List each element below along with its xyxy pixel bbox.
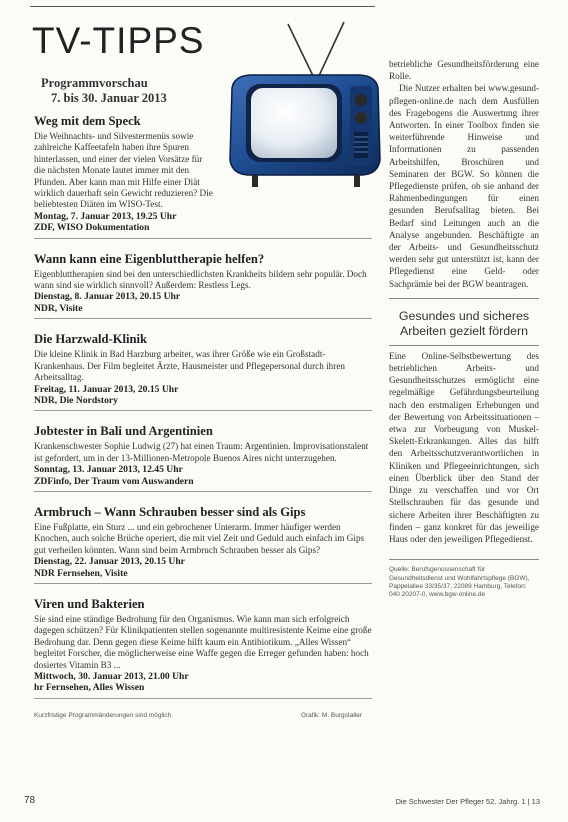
program-channel: NDR Fernsehen, Visite <box>34 567 128 579</box>
program-preview-subtitle <box>41 76 167 106</box>
program-date: Mittwoch, 30. Januar 2013, 21.00 Uhr <box>34 671 189 682</box>
program-entry <box>34 597 372 699</box>
page-title: TV-TIPPS <box>32 20 205 61</box>
infobox-body <box>389 345 539 545</box>
program-channel: hr Fernsehen, Alles Wissen <box>34 682 145 694</box>
box-rule <box>389 298 539 299</box>
program-description: Eine Fußplatte, ein Sturz ... und ein gebrochener Unterarm. Immer häufiger werden Knochen, auch solche Brüche operiert, die mit viel Zeit und Geduld auch einfach im Gips gut verheilen könnten. Wann sind beim Armbruch Schrauben besser als Gips? <box>34 521 365 555</box>
program-date: Sonntag, 13. Januar 2013, 12.45 Uhr <box>34 464 183 476</box>
program-title: Wann kann eine Eigenbluttherapie helfen? <box>34 251 265 266</box>
article-column <box>389 58 539 600</box>
program-footer <box>34 712 372 722</box>
program-title: Jobtester in Bali und Argentinien <box>34 424 213 439</box>
top-rule <box>30 6 375 7</box>
program-entry <box>34 332 372 411</box>
article-paragraph: Die Nutzer erhalten bei www.gesund-pflegen-online.de nach dem Ausfüllen des Fragebogens die Auswertung ihrer Antworten. In einer Toolbox finden sie weiterführende Hinweise und Informationen zu passenden Arbeitshilfen, Broschüren und Seminaren der BGW. So können die Pflegedienste prüfen, ob sie anhand der Rahmenbedingungen für einen gesunden Berufsalltag bieten. Bei Bedarf sind Leitungen auch an die Analyse angebunden. Beschäftigte an der Arbeits- und Gesundheitsschutz werden sehr gut unterstützt ist, kann der Pflegedienst eine Geld- oder Sachprämie bei der BGW beantragen. <box>389 83 539 289</box>
program-description: Eigenbluttherapien sind bei den unterschiedlichsten Krankheits bildern sehr populär. Doch wann sind sie wirklich sinnvoll? Außerdem: Restless Legs. <box>34 268 367 291</box>
program-entry <box>34 505 372 584</box>
program-channel: NDR, Die Nordstory <box>34 394 118 406</box>
article-paragraph: betriebliche Gesundheitsförderung eine Rolle. <box>389 59 539 82</box>
infobox-title: Gesundes und sicheres Arbeiten gezielt fördern <box>398 308 530 338</box>
program-description: Sie sind eine ständige Bedrohung für den Organismus. Wie kann man sich erfolgreich dagegen schützen? Für Klinikpatienten stellen sogenannte multiresistente Keime eine große Bedrohung dar. Denn gegen diese Keime hilft kaum ein Antibiotikum. „Alles Wissen“ begleitet Forscher, die möglicherweise eine Waffe gegen die Erreger gefunden haben: hoch dosiertes Vitamin B3 ... <box>34 613 372 670</box>
program-entry <box>34 424 372 492</box>
infobox-text: Eine Online-Selbstbewertung des betrieblichen Arbeits- und Gesundheitsschutzes ermöglicht eine regelmäßige Gefährdungsbeurteilung nach den erstmaligen Erhebungen und der Bewertung von Arbeitssituationen – etwa zur Vorbeugung von Muskel-Skelett-Erkrankungen. Alles das hilft den Arbeitsschutzverantwortlichen in Kliniken und Pflegeeinrichtungen, sich einen Überblick über den Stand der Dinge zu verschaffen und vor Ort Stellschrauben für das gesunde und sichere Arbeiten ihrer Beschäftigten zu finden – ganz konkret für das jeweilige Haus oder den jeweiligen Pflegedienst. <box>389 350 539 544</box>
program-title: Viren und Bakterien <box>34 596 145 611</box>
graphic-credit: Grafik: M. Burgstaller <box>300 711 362 719</box>
program-title: Die Harzwald-Klinik <box>34 332 147 347</box>
program-channel: ZDFinfo, Der Traum vom Auswandern <box>34 475 194 487</box>
program-date: Dienstag, 22. Januar 2013, 20.15 Uhr <box>34 556 185 568</box>
program-description: Krankenschwester Sophie Ludwig (27) hat einen Traum: Argentinien. Improvisationstalent ist gefordert, um in der 13-Millionen-Metropole Buenos Aires nicht unterzugehen. <box>34 441 369 463</box>
program-title: Weg mit dem Speck <box>34 114 141 128</box>
footer-note <box>34 712 374 719</box>
program-channel: ZDF, WISO Dokumentation <box>34 222 150 234</box>
program-date: Dienstag, 8. Januar 2013, 20.15 Uhr <box>34 291 181 303</box>
subtitle-line-2: 7. bis 30. Januar 2013 <box>51 91 167 105</box>
program-channel: NDR, Visite <box>34 302 83 314</box>
program-date: Freitag, 11. Januar 2013, 20.15 Uhr <box>34 383 179 395</box>
subtitle-line-1: Programmvorschau <box>41 76 148 90</box>
program-date: Montag, 7. Januar 2013, 19.25 Uhr <box>34 210 177 222</box>
page-number: 78 <box>24 795 36 806</box>
program-entry <box>34 114 372 239</box>
program-entry <box>34 252 372 320</box>
program-title: Armbruch – Wann Schrauben besser sind als Gips <box>34 504 306 519</box>
schedule-disclaimer: Kurzfristige Programmänderungen sind möglich. <box>34 711 174 719</box>
program-list <box>34 114 372 722</box>
source-note: Quelle: Berufsgenossenschaft für Gesundheitsdienst und Wohlfahrtspflege (BGW), Pappelallee 33/35/37, 22089 Hamburg, Telefon: 040 20207-0, www.bgw-online.de <box>389 559 539 600</box>
program-description: Die kleine Klinik in Bad Harzburg arbeitet, was ihrer Größe wie ein Großstadt-Krankenhaus. Der Film begleitet Ärzte, Hausmeister und Pflegepersonal durch ihren Arbeitsalltag. <box>34 349 346 383</box>
journal-footer: Die Schwester Der Pfleger 52. Jahrg. 1 | 13 <box>395 797 540 806</box>
program-description: Die Weihnachts- und Silvestermenüs sowie zahlreiche Kaffeetafeln haben ihre Spuren hinterlassen, und einer der vielen Vorsätze für die nächsten Monate lautet immer mit den Pfunden. Aber kann man mit Hilfe einer Diät wirklich dauerhaft sein Gewicht reduzieren? Die beliebtesten Diäten im WISO-Test. <box>34 131 213 210</box>
